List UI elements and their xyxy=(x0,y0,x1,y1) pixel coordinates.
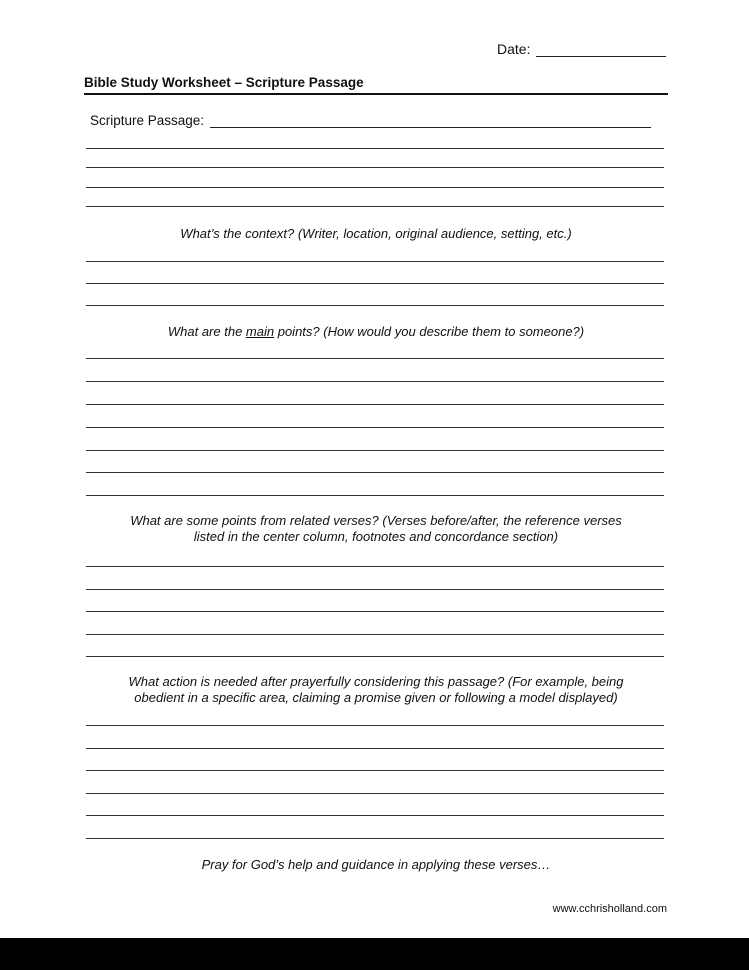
scripture-passage-label: Scripture Passage: xyxy=(90,113,205,128)
writing-line[interactable] xyxy=(86,634,664,635)
writing-line[interactable] xyxy=(86,450,664,451)
title-bar xyxy=(84,74,668,95)
writing-line[interactable] xyxy=(86,748,664,749)
main-points-question xyxy=(84,324,668,340)
bottom-black-bar xyxy=(0,938,749,970)
writing-line[interactable] xyxy=(86,815,664,816)
writing-line[interactable] xyxy=(86,656,664,657)
writing-line[interactable] xyxy=(86,566,664,567)
writing-line[interactable] xyxy=(86,358,664,359)
writing-line[interactable] xyxy=(86,589,664,590)
main-points-question-start: What are the xyxy=(167,324,246,339)
writing-line[interactable] xyxy=(86,793,664,794)
date-field xyxy=(497,41,666,57)
main-points-question-end: points? (How would you describe them to someone?) xyxy=(274,324,585,339)
related-verses-question-line-1: What are some points from related verses? (Verses before/after, the reference verses xyxy=(130,513,622,528)
writing-line[interactable] xyxy=(86,148,664,149)
prayer-footer-text: Pray for God’s help and guidance in applying these verses… xyxy=(201,857,551,872)
writing-line[interactable] xyxy=(86,611,664,612)
action-question-line-1: What action is needed after prayerfully considering this passage? (For example, being xyxy=(128,674,624,689)
date-blank-line[interactable] xyxy=(536,42,666,57)
scripture-passage-field xyxy=(90,113,651,128)
writing-line[interactable] xyxy=(86,725,664,726)
writing-line[interactable] xyxy=(86,472,664,473)
writing-line[interactable] xyxy=(86,305,664,306)
worksheet-title: Bible Study Worksheet – Scripture Passage xyxy=(84,75,364,90)
related-verses-question-line-2: listed in the center column, footnotes and concordance section) xyxy=(193,529,559,544)
writing-line[interactable] xyxy=(86,770,664,771)
scripture-passage-blank-line[interactable] xyxy=(210,113,651,128)
writing-line[interactable] xyxy=(86,187,664,188)
date-label: Date: xyxy=(497,41,531,57)
writing-line[interactable] xyxy=(86,838,664,839)
writing-line[interactable] xyxy=(86,167,664,168)
writing-line[interactable] xyxy=(86,495,664,496)
website-credit: www.cchrisholland.com xyxy=(552,903,667,915)
action-question xyxy=(84,674,668,706)
writing-line[interactable] xyxy=(86,427,664,428)
writing-line[interactable] xyxy=(86,283,664,284)
writing-line[interactable] xyxy=(86,206,664,207)
main-points-underlined-word: main xyxy=(245,324,275,339)
writing-line[interactable] xyxy=(86,381,664,382)
action-question-line-2: obedient in a specific area, claiming a promise given or following a model displayed) xyxy=(134,690,618,705)
writing-line[interactable] xyxy=(86,261,664,262)
context-question: What’s the context? (Writer, location, original audience, setting, etc.) xyxy=(180,226,572,241)
related-verses-question xyxy=(84,513,668,545)
writing-line[interactable] xyxy=(86,404,664,405)
